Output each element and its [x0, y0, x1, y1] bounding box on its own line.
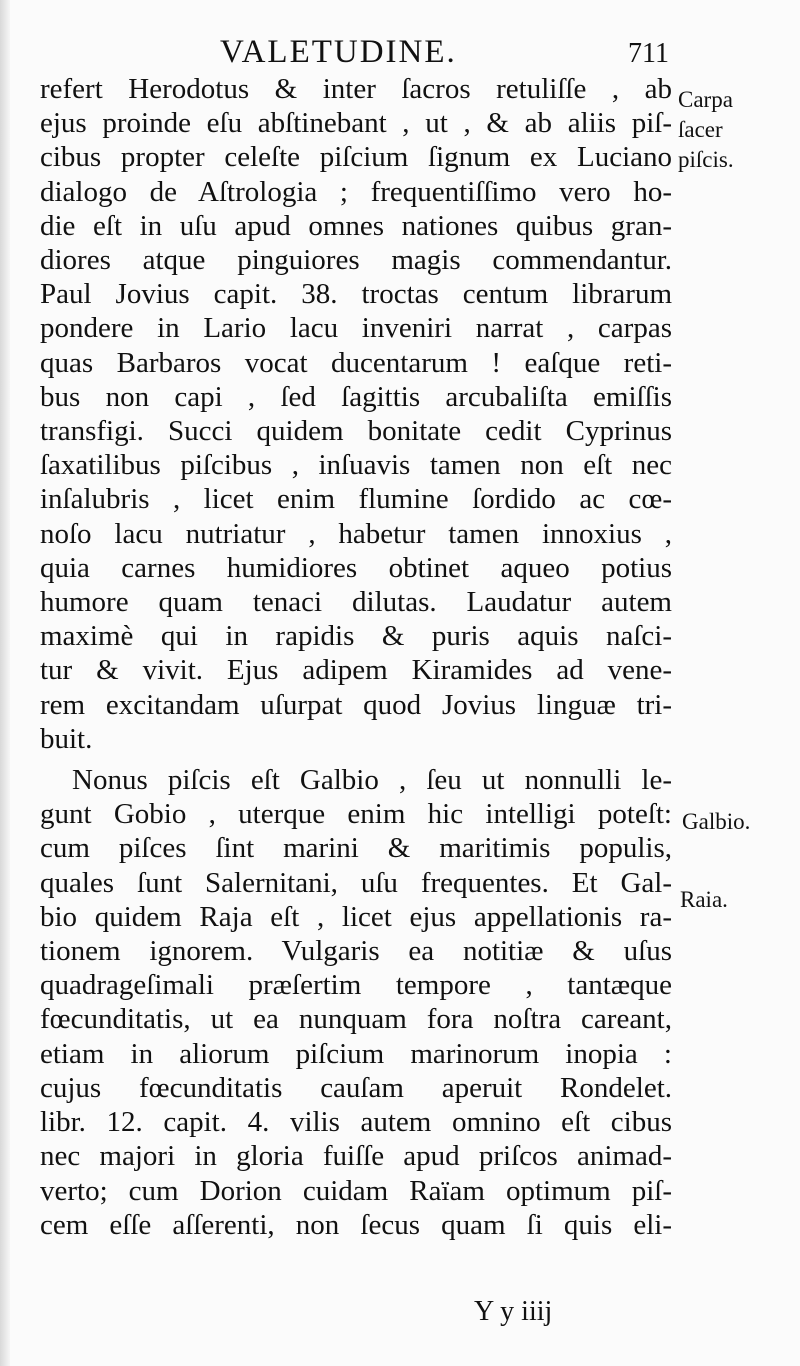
- text-line: pondere in Lario lacu inveniri narrat , carpas: [40, 312, 672, 345]
- signature-mark: Y y iiij: [474, 1296, 553, 1327]
- marginal-note-galbio: Galbio.: [682, 809, 751, 834]
- text-line: etiam in aliorum piſcium marinorum inopia :: [40, 1037, 672, 1070]
- text-line: noſo lacu nutriatur , habetur tamen innoxius ,: [40, 517, 672, 550]
- text-line: quales ſunt Salernitani, uſu frequentes. Et Gal-: [40, 866, 672, 899]
- text-line: buit.: [40, 722, 93, 755]
- text-line: dialogo de Aſtrologia ; frequentiſſimo vero ho-: [40, 175, 672, 208]
- marginal-note-carpa: [678, 85, 734, 175]
- text-line: Paul Jovius capit. 38. troctas centum librarum: [40, 278, 672, 311]
- text-line: cum piſces ſint marini & maritimis populis,: [40, 832, 672, 865]
- text-line: fœcunditatis, ut ea nunquam fora noſtra careant,: [40, 1003, 672, 1036]
- text-line: refert Herodotus & inter ſacros retuliſſe , ab: [40, 73, 672, 105]
- text-line: quia carnes humidiores obtinet aqueo potius: [40, 551, 672, 584]
- text-line: transfigi. Succi quidem bonitate cedit Cyprinus: [40, 415, 672, 448]
- text-line: tionem ignorem. Vulgaris ea notitiæ & uſus: [40, 935, 672, 968]
- text-line: rem excitandam uſurpat quod Jovius linguæ tri-: [40, 688, 672, 721]
- text-line: nec majori in gloria fuiſſe apud priſcos animad-: [40, 1140, 672, 1173]
- marginal-note-line: ſacer: [678, 117, 723, 142]
- text-line: tur & vivit. Ejus adipem Kiramides ad vene-: [40, 654, 672, 687]
- text-line: cujus fœcunditatis cauſam aperuit Rondelet.: [40, 1071, 672, 1104]
- page-gutter-edge: [0, 0, 10, 1366]
- marginal-note-raia: Raia.: [680, 887, 728, 912]
- paragraph-start-line: Nonus piſcis eſt Galbio , ſeu ut nonnulli le-: [72, 764, 672, 797]
- text-line: verto; cum Dorion cuidam Raïam optimum piſ-: [40, 1174, 672, 1207]
- marginal-note-line: Carpa: [678, 87, 733, 112]
- text-line: humore quam tenaci dilutas. Laudatur autem: [40, 586, 672, 619]
- text-line: inſalubris , licet enim flumine ſordido ac cœ-: [40, 483, 672, 516]
- text-line: maximè qui in rapidis & puris aquis naſci-: [40, 620, 672, 653]
- text-line: die eſt in uſu apud omnes nationes quibus gran-: [40, 209, 672, 242]
- marginal-note-line: piſcis.: [678, 147, 734, 172]
- text-line: libr. 12. capit. 4. vilis autem omnino eſt cibus: [40, 1106, 672, 1139]
- text-line: quas Barbaros vocat ducentarum ! eaſque reti-: [40, 346, 672, 379]
- text-line: quadrageſimali præſertim tempore , tantæque: [40, 969, 672, 1002]
- text-line: bus non capi , ſed ſagittis arcubaliſta emiſſis: [40, 380, 672, 413]
- text-line: gunt Gobio , uterque enim hic intelligi poteſt:: [40, 798, 672, 831]
- text-line: ejus proinde eſu abſtinebant , ut , & ab aliis piſ-: [40, 107, 672, 140]
- main-text-block: [40, 72, 672, 1242]
- text-line: cem eſſe aſſerenti, non ſecus quam ſi quis eli-: [40, 1208, 672, 1241]
- text-line: cibus propter celeſte piſcium ſignum ex Luciano: [40, 141, 672, 174]
- running-head-title: VALETUDINE.: [220, 34, 457, 70]
- text-line: diores atque pinguiores magis commendantur.: [40, 244, 672, 277]
- text-line: ſaxatilibus piſcibus , inſuavis tamen non eſt nec: [40, 449, 672, 482]
- text-line: bio quidem Raja eſt , licet ejus appellationis ra-: [40, 900, 672, 933]
- page-number: 711: [628, 38, 669, 69]
